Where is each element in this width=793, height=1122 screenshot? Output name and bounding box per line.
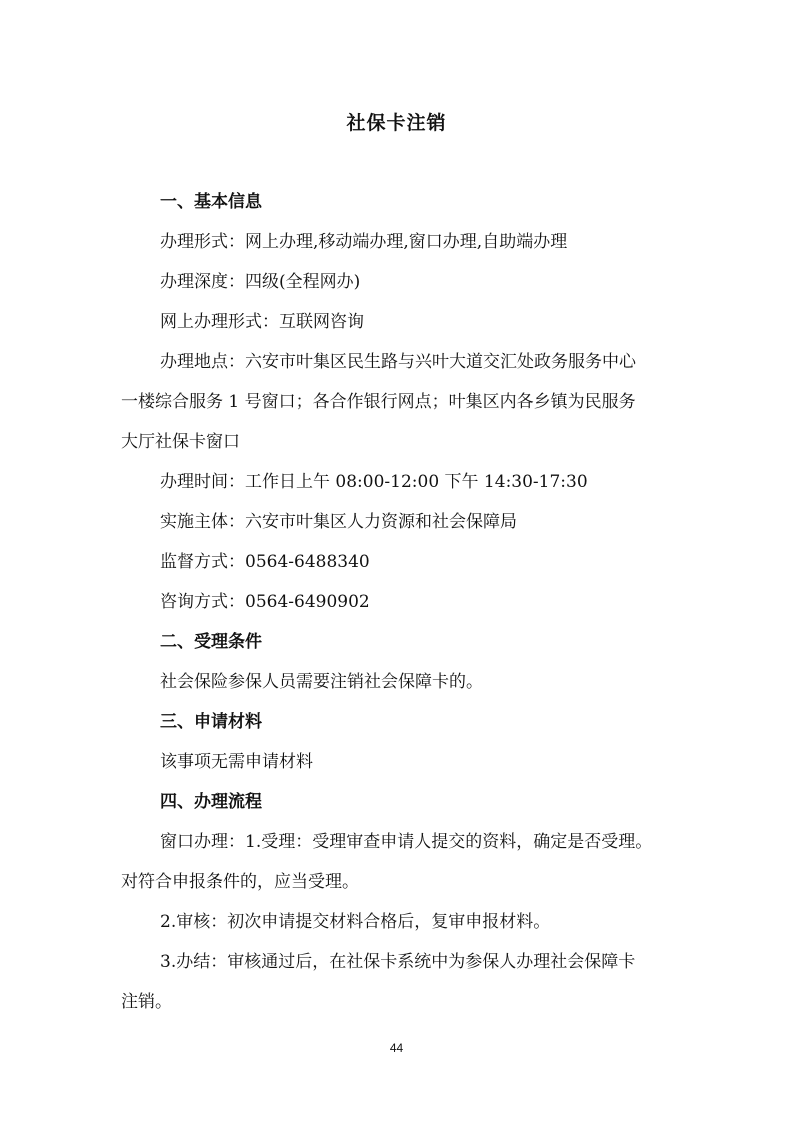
process-step-1-line-2: 对符合申报条件的，应当受理。 (121, 872, 359, 892)
page-number: 44 (389, 1041, 404, 1055)
consultation-text: 咨询方式：0564-6490902 (160, 592, 370, 612)
section-heading-materials: 三、申请材料 (160, 712, 262, 732)
process-step-3-line-2: 注销。 (121, 992, 172, 1012)
location-text-line-2: 一楼综合服务 1 号窗口；各合作银行网点；叶集区内各乡镇为民服务 (121, 392, 636, 412)
handling-depth-text: 办理深度：四级(全程网办) (160, 272, 361, 292)
process-step-1-line-1: 窗口办理：1.受理：受理审查申请人提交的资料，确定是否受理。 (160, 832, 653, 852)
materials-text: 该事项无需申请材料 (160, 752, 313, 772)
process-step-2: 2.审核：初次申请提交材料合格后，复审申报材料。 (160, 912, 551, 932)
implementer-text: 实施主体：六安市叶集区人力资源和社会保障局 (160, 512, 517, 532)
acceptance-text: 社会保险参保人员需要注销社会保障卡的。 (160, 672, 483, 692)
location-text-line-3: 大厅社保卡窗口 (121, 432, 240, 452)
section-heading-basic-info: 一、基本信息 (160, 192, 262, 212)
section-heading-acceptance: 二、受理条件 (160, 632, 262, 652)
location-text-line-1: 办理地点：六安市叶集区民生路与兴叶大道交汇处政务服务中心 (160, 352, 636, 372)
hours-text: 办理时间：工作日上午 08:00-12:00 下午 14:30-17:30 (160, 472, 588, 492)
process-step-3-line-1: 3.办结：审核通过后，在社保卡系统中为参保人办理社会保障卡 (160, 952, 636, 972)
supervision-text: 监督方式：0564-6488340 (160, 552, 370, 572)
section-heading-process: 四、办理流程 (160, 792, 262, 812)
online-form-text: 网上办理形式：互联网咨询 (160, 312, 364, 332)
handling-form-text: 办理形式：网上办理,移动端办理,窗口办理,自助端办理 (160, 232, 568, 252)
page-title: 社保卡注销 (346, 112, 447, 134)
